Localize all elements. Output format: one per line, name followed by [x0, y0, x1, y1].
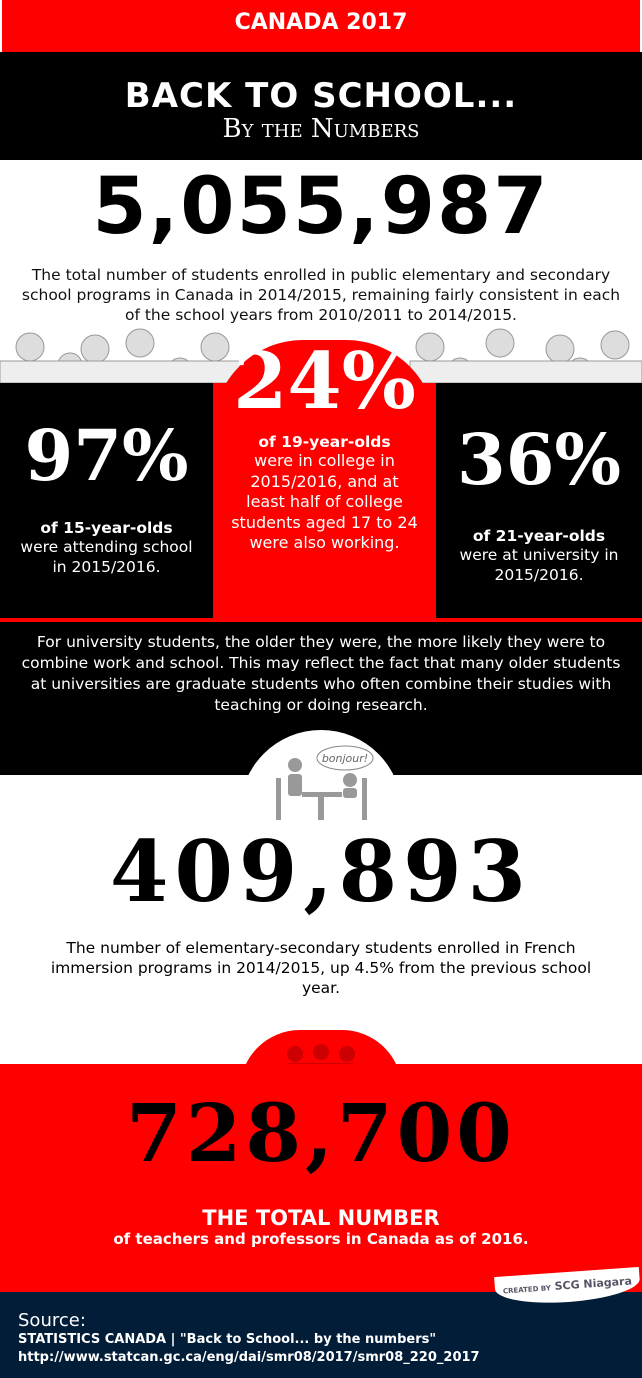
university-paragraph: For university students, the older they were, the more likely they were to combine work and school. This may reflect the fact that many older students at universities are graduate students who often combine their studies with teaching or doing research.: [0, 622, 642, 775]
teachers-sub: of teachers and professors in Canada as of 2016.: [113, 1230, 529, 1248]
teachers-section: [0, 1064, 642, 1292]
percent-97: 97%: [24, 414, 189, 497]
title-line1: BACK TO SCHOOL...: [124, 76, 518, 116]
students-total: 5,055,987: [92, 162, 550, 252]
col2-bold: of 19-year-olds: [258, 433, 391, 451]
col1-bold: of 15-year-olds: [40, 519, 173, 537]
percent-24: 24%: [233, 336, 416, 427]
col2-text: were in college in 2015/2016, and at least half of college students aged 17 to 24 were also working.: [231, 451, 418, 552]
header-banner: [0, 0, 642, 52]
percent-36: 36%: [457, 418, 621, 501]
french-immersion-total: 409,893: [110, 822, 532, 921]
title-block: [0, 52, 642, 160]
col3-text: were at university in 2015/2016.: [459, 546, 619, 584]
source-line1: STATISTICS CANADA | "Back to School... by the numbers": [18, 1332, 437, 1347]
creator-logo: CREATED BY SCG Niagara: [494, 1267, 641, 1307]
source-footer: [0, 1292, 642, 1378]
teachers-total: 728,700: [126, 1086, 516, 1180]
students-desc: The total number of students enrolled in public elementary and secondary school programs in Canada in 2014/2015, remaining fairly consistent in each of the school years from 2010/2011 to 2014/2015.: [21, 266, 621, 324]
conversation-badge: [240, 730, 402, 820]
stat-21-year-olds: [436, 383, 642, 620]
french-immersion-desc: The number of elementary-secondary students enrolled in French immersion programs in 2014/2015, up 4.5% from the previous school year.: [50, 939, 592, 997]
stat-19-year-olds: [213, 336, 436, 620]
header-label: CANADA 2017: [234, 10, 408, 35]
teachers-heading: THE TOTAL NUMBER: [202, 1206, 440, 1230]
source-label: Source:: [18, 1310, 86, 1331]
conversation-icon: [240, 730, 402, 820]
col1-text: were attending school in 2015/2016.: [20, 538, 193, 576]
col3-bold: of 21-year-olds: [472, 527, 606, 545]
stat-15-year-olds: [0, 383, 213, 620]
title-line2: By the Numbers: [222, 114, 420, 144]
bubble-text: bonjour!: [321, 752, 369, 765]
source-url[interactable]: http://www.statcan.gc.ca/eng/dai/smr08/2017/smr08_220_2017: [18, 1350, 480, 1365]
